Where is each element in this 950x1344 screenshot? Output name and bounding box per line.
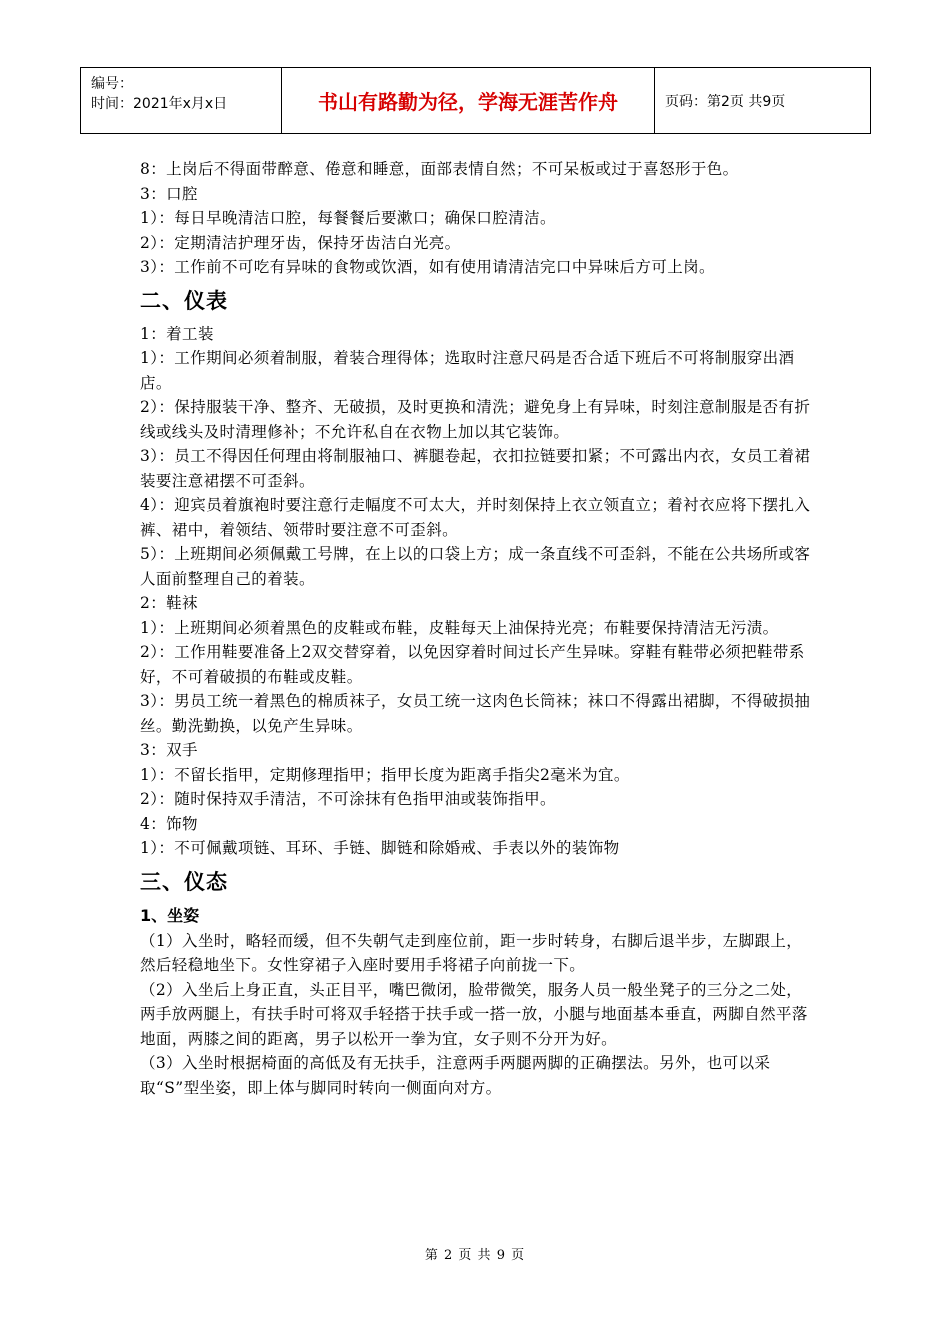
- paragraph: 2）：保持服装干净、整齐、无破损，及时更换和清洗；避免身上有异味，时刻注意制服是否有折线或线头及时清理修补；不允许私自在衣物上加以其它装饰。: [140, 398, 811, 441]
- paragraph: 3：口腔: [140, 184, 198, 203]
- header-time: 时间：2021年x月x日: [91, 96, 228, 112]
- paragraph: 4：饰物: [140, 814, 198, 833]
- paragraph: 1）：不留长指甲，定期修理指甲；指甲长度为距离手指尖2毫米为宜。: [140, 765, 630, 784]
- paragraph: 2）：定期清洁护理牙齿，保持牙齿洁白光亮。: [140, 233, 461, 252]
- paragraph: 3：双手: [140, 741, 198, 759]
- paragraph: 8：上岗后不得面带醉意、倦意和睡意，面部表情自然；不可呆板或过于喜怒形于色。: [140, 160, 739, 178]
- header-number: 编号：: [91, 76, 133, 92]
- paragraph: 4）：迎宾员着旗袍时要注意行走幅度不可太大，并时刻保持上衣立领直立；着衬衣应将下摆扎入裤、裙中，着领结、领带时要注意不可歪斜。: [140, 496, 811, 539]
- paragraph: 2）：工作用鞋要准备上2双交替穿着，以免因穿着时间过长产生异味。穿鞋有鞋带必须把鞋带系好，不可着破损的布鞋或皮鞋。: [140, 643, 805, 686]
- paragraph: 2：鞋袜: [140, 594, 198, 612]
- paragraph: 1）：上班期间必须着黑色的皮鞋或布鞋，皮鞋每天上油保持光亮；布鞋要保持清洁无污渍。: [140, 618, 779, 637]
- page-footer: 第 2 页 共 9 页: [424, 1248, 526, 1263]
- paragraph: 1）：工作期间必须着制服，着装合理得体；选取时注意尺码是否合适下班后不可将制服穿出酒店。: [140, 349, 795, 392]
- paragraph: （3）入坐时根据椅面的高低及有无扶手，注意两手两腿两脚的正确摆法。另外，也可以采取“S”型坐姿，即上体与脚同时转向一侧面向对方。: [140, 1054, 771, 1097]
- section-heading: 二、仪表: [140, 288, 228, 313]
- paragraph: 1）：不可佩戴项链、耳环、手链、脚链和除婚戒、手表以外的装饰物: [140, 839, 620, 857]
- section-heading: 三、仪态: [140, 869, 228, 894]
- header-motto: 书山有路勤为径，学海无涯苦作舟: [282, 68, 655, 133]
- paragraph: 1）：每日早晚清洁口腔，每餐餐后要漱口；确保口腔清洁。: [140, 209, 556, 227]
- paragraph: 3）：男员工统一着黑色的棉质袜子，女员工统一这肉色长筒袜；袜口不得露出裙脚，不得破损抽丝。勤洗勤换，以免产生异味。: [140, 692, 811, 735]
- header-meta: [81, 68, 282, 133]
- document-body: [140, 157, 815, 1100]
- paragraph: 5）：上班期间必须佩戴工号牌，在上以的口袋上方；成一条直线不可歪斜，不能在公共场所或客人面前整理自己的着装。: [140, 545, 811, 588]
- paragraph: 1：着工装: [140, 324, 214, 343]
- paragraph: （2）入坐后上身正直，头正目平，嘴巴微闭，脸带微笑，服务人员一般坐凳子的三分之二处，两手放两腿上，有扶手时可将双手轻搭于扶手或一搭一放，小腿与地面基本垂直，两脚自然平落地面，两膝之间的距离，男子以松开一拳为宜，女子则不分开为好。: [140, 980, 808, 1048]
- document-header: [80, 67, 871, 134]
- paragraph: 3）：员工不得因任何理由将制服袖口、裤腿卷起，衣扣拉链要扣紧；不可露出内衣，女员工着裙装要注意裙摆不可歪斜。: [140, 447, 811, 490]
- paragraph: （1）入坐时，略轻而缓，但不失朝气走到座位前，距一步时转身，右脚后退半步，左脚跟上，然后轻稳地坐下。女性穿裙子入座时要用手将裙子向前拢一下。: [140, 931, 803, 974]
- header-page: 页码：第2页 共9页: [665, 93, 786, 110]
- paragraph: 3）：工作前不可吃有异味的食物或饮酒，如有使用请清洁完口中异味后方可上岗。: [140, 258, 715, 276]
- subsection-heading: 1、坐姿: [140, 905, 200, 925]
- paragraph: 2）：随时保持双手清洁，不可涂抹有色指甲油或装饰指甲。: [140, 790, 556, 808]
